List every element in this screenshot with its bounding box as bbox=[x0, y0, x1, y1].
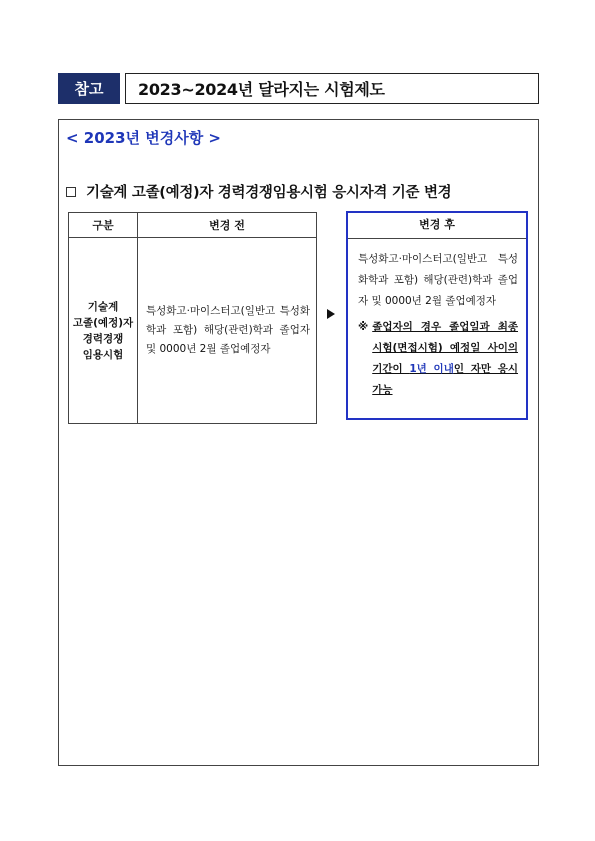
note-highlight: 1년 이내 bbox=[409, 363, 454, 375]
page-title-text: 2023~2024년 달라지는 시험제도 bbox=[138, 80, 385, 99]
arrow-right-icon bbox=[327, 309, 335, 319]
header-category: 구분 bbox=[69, 213, 138, 238]
after-box bbox=[346, 211, 528, 420]
note-text-part2: 인 자만 응시 가능 bbox=[372, 363, 519, 396]
header-before: 변경 전 bbox=[138, 213, 317, 238]
checkbox-icon bbox=[66, 187, 76, 197]
item-heading bbox=[66, 181, 451, 202]
comparison-table-before bbox=[68, 212, 317, 424]
category-line: 기술계 bbox=[87, 300, 119, 313]
after-cell bbox=[348, 239, 526, 401]
item-heading-text: 기술계 고졸(예정)자 경력경쟁임용시험 응시자격 기준 변경 bbox=[86, 185, 452, 201]
category-line: 고졸(예정)자 bbox=[72, 316, 134, 329]
category-cell bbox=[69, 238, 138, 424]
table-row bbox=[69, 238, 317, 424]
note-text-part1: 졸업자의 경우 졸업일과 최종 시험(면접시험) 예정일 사이의 기간이 bbox=[372, 321, 518, 375]
category-line: 임용시험 bbox=[82, 348, 124, 361]
after-note bbox=[358, 317, 518, 401]
category-line: 경력경쟁 bbox=[82, 332, 124, 345]
table-header-row bbox=[69, 213, 317, 238]
note-text bbox=[372, 317, 518, 401]
after-text: 특성화고·마이스터고(일반고 특성화학과 포함) 해당(관련)학과 졸업자 및 0000년 2월 졸업예정자 bbox=[358, 253, 518, 307]
before-cell: 특성화고·마이스터고(일반고 특성화학과 포함) 해당(관련)학과 졸업자 및 0000년 2월 졸업예정자 bbox=[138, 238, 317, 424]
header-after: 변경 후 bbox=[348, 213, 526, 239]
section-heading: < 2023년 변경사항 > bbox=[66, 129, 222, 147]
note-mark: ※ bbox=[358, 321, 369, 333]
page-title bbox=[125, 73, 539, 104]
reference-tag: 참고 bbox=[58, 73, 120, 104]
